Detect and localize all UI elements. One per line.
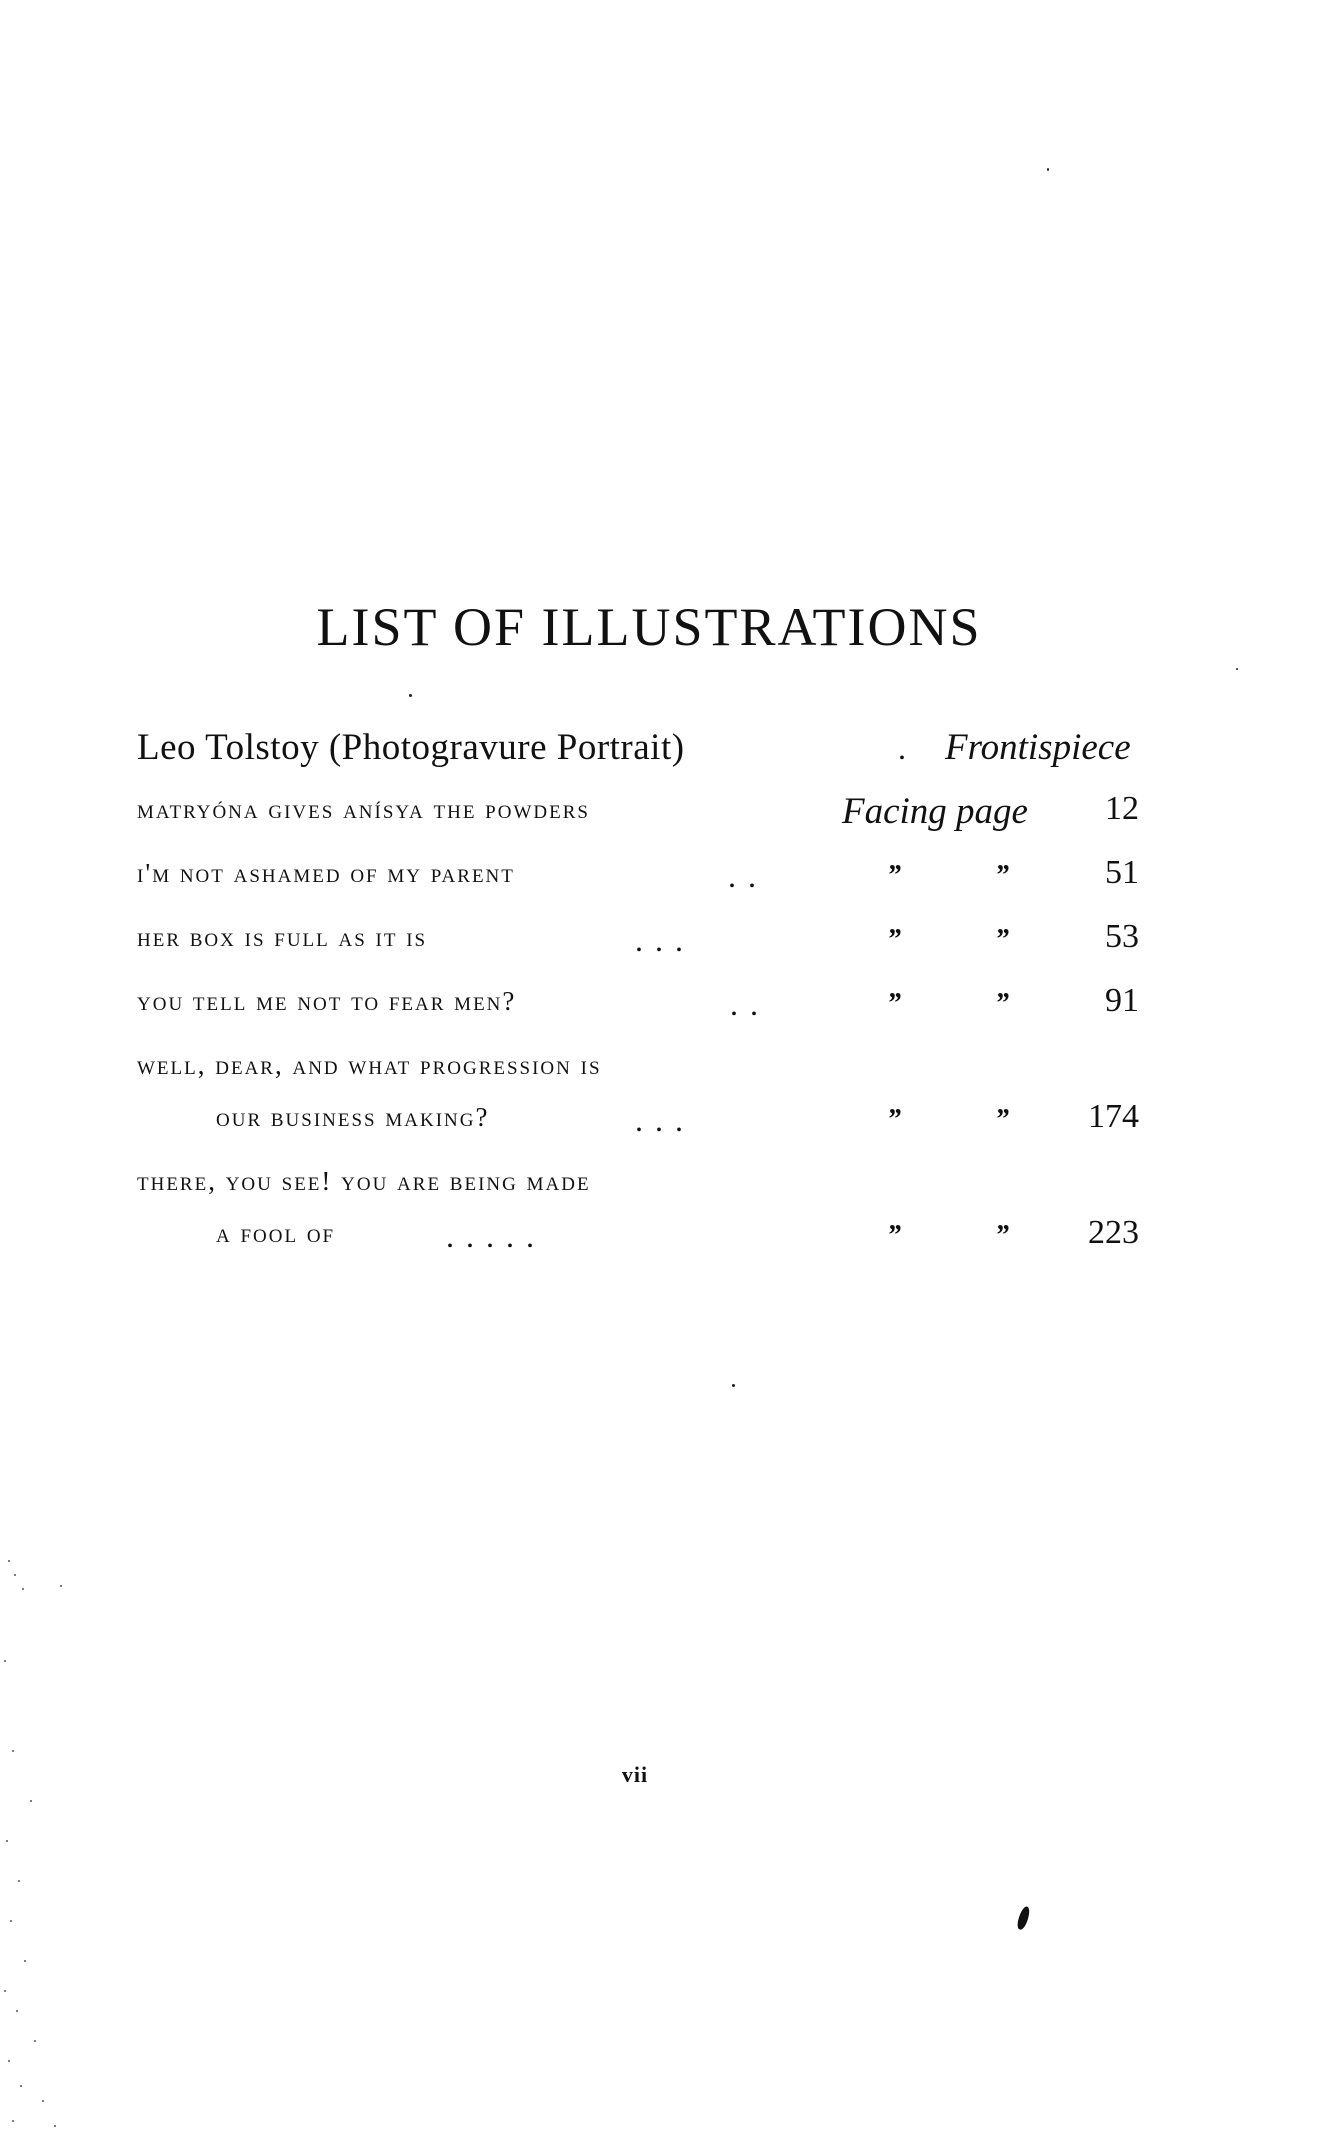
list-item: [0, 790, 1335, 842]
illustration-caption-continued: our business making?: [216, 1102, 490, 1132]
illustration-caption: her box is full as it is: [137, 922, 428, 952]
margin-scan-noise: [0, 1540, 70, 2140]
dot-leaders: . .: [728, 858, 758, 894]
list-item-continuation: [0, 1098, 1335, 1150]
scan-speck: [1047, 168, 1049, 171]
page-folio: vii: [621, 1762, 649, 1787]
dot-leaders: . .: [730, 986, 760, 1022]
illustration-caption: there, you see! you are being made: [137, 1166, 591, 1196]
dot-leaders: . . . . .: [446, 1218, 536, 1254]
ditto-mark: ”: [887, 924, 901, 955]
dot-leaders: . . .: [635, 922, 685, 958]
list-item: [0, 854, 1335, 906]
ditto-mark: ”: [887, 1220, 901, 1251]
dot-leaders: .: [898, 730, 906, 766]
page-number: 174: [1088, 1098, 1139, 1135]
page-number: 51: [1105, 854, 1139, 891]
ditto-mark: ”: [995, 1220, 1009, 1251]
list-item: [0, 982, 1335, 1034]
page-number: 53: [1105, 918, 1139, 955]
ditto-mark: ”: [887, 1104, 901, 1135]
page-number: 91: [1105, 982, 1139, 1019]
ditto-mark: ”: [887, 988, 901, 1019]
list-item: [0, 727, 1335, 778]
ditto-mark: ”: [887, 860, 901, 891]
list-item-continuation: [0, 1214, 1335, 1266]
scan-speck: [409, 694, 412, 697]
illustration-caption: well, dear, and what progression is: [137, 1050, 602, 1080]
facing-page-label: Facing page: [842, 791, 1028, 832]
illustration-caption: you tell me not to fear men?: [137, 986, 517, 1016]
page-number: 12: [1105, 790, 1139, 827]
page-number: 223: [1088, 1214, 1139, 1251]
ditto-mark: ”: [995, 924, 1009, 955]
ditto-mark: ”: [995, 988, 1009, 1019]
illustration-caption: Leo Tolstoy (Photogravure Portrait): [137, 727, 685, 768]
ditto-mark: ”: [995, 860, 1009, 891]
dot-leaders: . . .: [635, 1102, 685, 1138]
ditto-mark: ”: [995, 1104, 1009, 1135]
list-item: [0, 918, 1335, 970]
illustration-caption: i'm not ashamed of my parent: [137, 858, 515, 888]
list-item: [0, 1050, 1335, 1098]
illustration-caption-continued: a fool of: [216, 1218, 336, 1248]
frontispiece-label: Frontispiece: [945, 727, 1131, 768]
illustration-caption: matryóna gives anísya the powders: [137, 794, 590, 824]
scan-speck: [1236, 668, 1238, 670]
scan-speck: [732, 1384, 735, 1387]
list-item: [0, 1166, 1335, 1214]
page-title: LIST OF ILLUSTRATIONS: [316, 597, 982, 657]
